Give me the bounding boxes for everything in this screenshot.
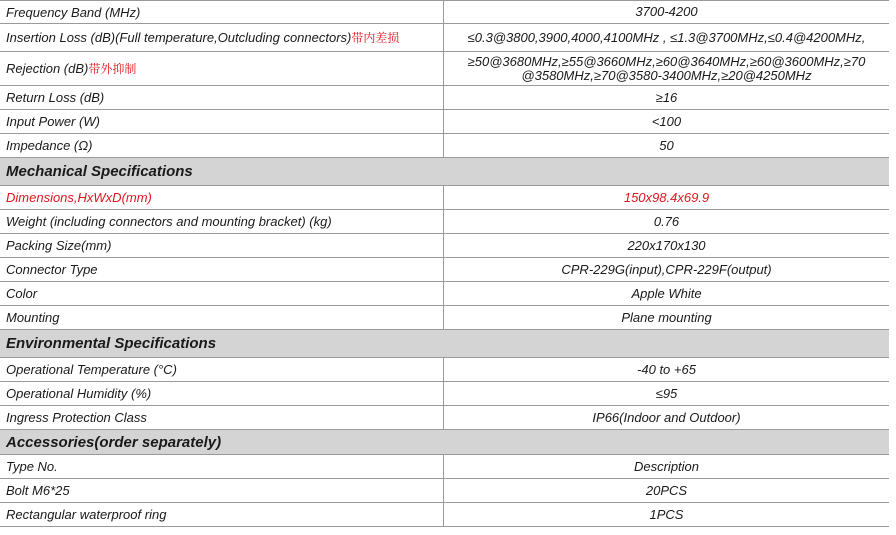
accessory-column-type: Type No. — [0, 455, 444, 478]
spec-value: 1PCS — [649, 506, 684, 522]
spec-value: 0.76 — [653, 213, 680, 229]
accessory-header-row — [0, 455, 889, 479]
label-text: Rejection (dB) — [6, 61, 89, 76]
spec-row-impedance — [0, 134, 889, 158]
spec-row-mounting — [0, 306, 889, 330]
accessory-row-bolt — [0, 479, 889, 503]
spec-row-rejection — [0, 52, 889, 86]
spec-value-line: ≥50@3680MHz,≥55@3660MHz,≥60@3640MHz,≥60@3600MHz,≥70 — [467, 53, 866, 69]
spec-row-frequency-band — [0, 0, 889, 24]
accessory-column-description: Description — [633, 458, 700, 474]
label-text: Insertion Loss (dB)(Full temperature,Outcluding connectors) — [6, 30, 352, 45]
spec-value: 150x98.4x69.9 — [623, 189, 710, 205]
spec-value: <100 — [651, 113, 682, 129]
spec-label: Connector Type — [0, 258, 444, 281]
spec-value: 50 — [659, 137, 674, 153]
section-header-mechanical: Mechanical Specifications — [0, 158, 889, 186]
spec-label: Color — [0, 282, 444, 305]
spec-label — [0, 24, 444, 51]
spec-value-line: @3580MHz,≥70@3580-3400MHz,≥20@4250MHz — [521, 67, 812, 83]
spec-label — [0, 1, 444, 23]
spec-value: 220x170x130 — [627, 237, 706, 253]
spec-row-insertion-loss — [0, 24, 889, 52]
spec-row-operational-temperature — [0, 358, 889, 382]
spec-label: Ingress Protection Class — [0, 406, 444, 429]
section-header-environmental: Environmental Specifications — [0, 330, 889, 358]
spec-label: Weight (including connectors and mounting bracket) (kg) — [0, 210, 444, 233]
spec-label: Dimensions,HxWxD(mm) — [0, 186, 444, 209]
spec-row-color — [0, 282, 889, 306]
label-text-zh: 带外抑制 — [88, 62, 137, 76]
spec-label: Mounting — [0, 306, 444, 329]
spec-row-return-loss — [0, 86, 889, 110]
spec-value: ≤95 — [655, 385, 678, 401]
spec-label: Return Loss (dB) — [0, 86, 444, 109]
spec-label: Operational Temperature (°C) — [0, 358, 444, 381]
spec-value: ≤0.3@3800,3900,4000,4100MHz , ≤1.3@3700MHz,≤0.4@4200MHz, — [467, 29, 866, 45]
spec-row-packing-size — [0, 234, 889, 258]
spec-value: IP66(Indoor and Outdoor) — [592, 409, 741, 425]
spec-label: Packing Size(mm) — [0, 234, 444, 257]
spec-label: Input Power (W) — [0, 110, 444, 133]
spec-label: Operational Humidity (%) — [0, 382, 444, 405]
spec-row-operational-humidity — [0, 382, 889, 406]
spec-row-dimensions — [0, 186, 889, 210]
spec-label: Rectangular waterproof ring — [0, 503, 444, 526]
section-header-accessories: Accessories(order separately) — [0, 430, 889, 455]
spec-value: 20PCS — [645, 482, 688, 498]
spec-row-input-power — [0, 110, 889, 134]
spec-row-weight — [0, 210, 889, 234]
spec-row-ingress-protection — [0, 406, 889, 430]
spec-label: Bolt M6*25 — [0, 479, 444, 502]
accessory-row-waterproof-ring — [0, 503, 889, 527]
spec-value: 3700-4200 — [635, 4, 698, 19]
spec-label — [0, 52, 444, 85]
spec-value — [444, 52, 889, 85]
spec-row-connector-type — [0, 258, 889, 282]
spec-value: ≥16 — [655, 89, 678, 105]
spec-value: Apple White — [631, 285, 702, 301]
spec-value: Plane mounting — [621, 309, 712, 325]
spec-label: Impedance (Ω) — [0, 134, 444, 157]
label-text-zh: 带内差损 — [351, 31, 400, 45]
spec-value: -40 to +65 — [637, 361, 696, 377]
label-text: Frequency Band (MHz) — [6, 4, 141, 20]
spec-value: CPR-229G(input),CPR-229F(output) — [561, 261, 772, 277]
